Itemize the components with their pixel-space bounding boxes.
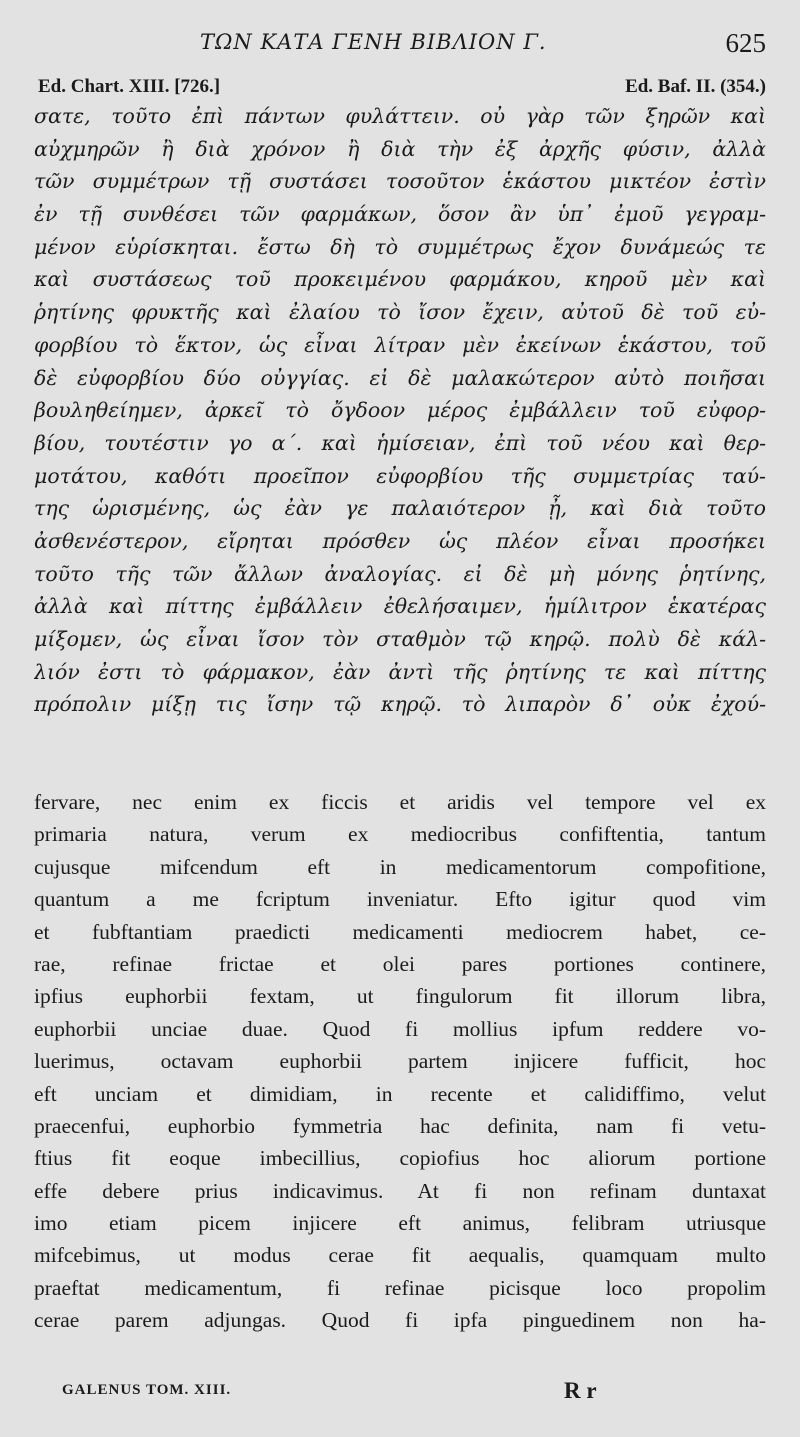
greek-text-line: μοτάτου, καθότι προεῖπον εὐφορβίου τῆς συμμετρίας ταύ- [34,463,766,488]
latin-text-line: praecenfui, euphorbio fymmetria hac definita, nam fi vetu- [34,1113,766,1138]
greek-text-line: ἐν τῇ συνθέσει τῶν φαρμάκων, ὅσον ἂν ὑπ᾿ ἐμοῦ γεγραμ- [34,202,766,227]
latin-text-line: et fubftantiam praedicti medicamenti mediocrem habet, ce- [34,919,766,944]
latin-text-line: rae, refinae frictae et olei pares portiones continere, [34,951,766,976]
latin-text-line: eft unciam et dimidiam, in recente et calidiffimo, velut [34,1081,766,1106]
latin-text-block [34,786,766,1337]
greek-text-line: ῥητίνης φρυκτῆς καὶ ἐλαίου τὸ ἴσον ἔχειν, αὐτοῦ δὲ τοῦ εὐ- [34,300,766,325]
greek-text-line: λιόν ἐστι τὸ φάρμακον, ἐὰν ἀντὶ τῆς ῥητίνης τε καὶ πίττης [34,659,766,684]
greek-text-line: ἀσθενέστερον, εἴρηται πρόσθεν ὡς πλέον εἶναι προσήκει [34,528,766,553]
greek-text-block [34,100,766,721]
running-head [0,28,800,68]
volume-signature: GALENUS TOM. XIII. [62,1382,232,1398]
greek-text-line: μίξομεν, ὡς εἶναι ἴσον τὸν σταθμὸν τῷ κηρῷ. πολὺ δὲ κάλ- [34,627,766,651]
greek-text-line: φορβίου τὸ ἕκτον, ὡς εἶναι λίτραν μὲν ἐκείνων ἑκάστου, τοῦ [34,332,766,357]
greek-text-line: τῶν συμμέτρων τῇ συστάσει τοσοῦτον ἑκάστου μικτέον ἐστὶν [34,169,766,194]
latin-text-line: effe debere prius indicavimus. At fi non refinam duntaxat [34,1178,766,1203]
greek-text-line: μένον εὑρίσκηται. ἔστω δὴ τὸ συμμέτρως ἔχον δυνάμεώς τε [34,234,766,259]
greek-text-line: πρόπολιν μίξῃ τις ἴσην τῷ κηρῷ. τὸ λιπαρὸν δ᾿ οὐκ ἐχού- [34,692,766,717]
latin-text-line: mifcebimus, ut modus cerae fit aequalis, quamquam multo [34,1243,766,1268]
latin-text-line: luerimus, octavam euphorbii partem injicere fufficit, hoc [34,1049,766,1074]
page-number: 625 [725,28,766,58]
greek-text-line: σατε, τοῦτο ἐπὶ πάντων φυλάττειν. οὐ γὰρ τῶν ξηρῶν καὶ [34,104,766,128]
edition-reference-basel: Ed. Baf. II. (354.) [625,76,766,97]
latin-text-line: fervare, nec enim ex ficcis et aridis vel tempore vel ex [34,790,766,814]
greek-text-line: ἀλλὰ καὶ πίττης ἐμβάλλειν ἐθελήσαιμεν, ἡμίλιτρον ἑκατέρας [34,594,766,619]
running-title: ΤΩΝ ΚΑΤΑ ΓΕΝΗ ΒΙΒΛΙΟΝ Γ. [200,30,547,54]
latin-text-line: ipfius euphorbii fextam, ut fingulorum fit illorum libra, [34,984,766,1009]
greek-text-line: δὲ εὐφορβίου δύο οὐγγίας. εἰ δὲ μαλακώτερον αὐτὸ ποιῆσαι [34,365,766,390]
greek-text-line: καὶ συστάσεως τοῦ προκειμένου φαρμάκου, κηροῦ μὲν καὶ [34,267,766,292]
latin-text-line: imo etiam picem injicere eft animus, felibram utriusque [34,1211,766,1236]
latin-text-line: quantum a me fcriptum inveniatur. Efto igitur quod vim [34,887,766,912]
latin-text-line: cujusque mifcendum eft in medicamentorum compofitione, [34,854,766,879]
greek-text-line: αὐχμηρῶν ἢ διὰ χρόνον ἢ διὰ τὴν ἐξ ἀρχῆς φύσιν, ἀλλὰ [34,136,766,161]
greek-text-line: βουληθείημεν, ἀρκεῖ τὸ ὄγδοον μέρος ἐμβάλλειν τοῦ εὐφορ- [34,398,766,423]
greek-text-line: βίου, τουτέστιν γο α΄. καὶ ἡμίσειαν, ἐπὶ τοῦ νέου καὶ θερ- [34,430,766,455]
edition-reference-chartier: Ed. Chart. XIII. [726.] [38,76,221,97]
gathering-mark: R r [564,1378,597,1403]
latin-text-line: praeftat medicamentum, fi refinae picisque loco propolim [34,1275,766,1300]
latin-text-line: euphorbii unciae duae. Quod fi mollius ipfum reddere vo- [34,1016,766,1041]
latin-text-line: ftius fit eoque imbecillius, copiofius hoc aliorum portione [34,1146,766,1171]
latin-text-line: primaria natura, verum ex mediocribus confiftentia, tantum [34,822,766,847]
printer-signature [62,1378,622,1408]
latin-text-line: cerae parem adjungas. Quod fi ipfa pinguedinem non ha- [34,1308,766,1333]
greek-text-line: τοῦτο τῆς τῶν ἄλλων ἀναλογίας. εἰ δὲ μὴ μόνης ῥητίνης, [34,561,766,586]
greek-text-line: της ὡρισμένης, ὡς ἐὰν γε παλαιότερον ᾖ, καὶ διὰ τοῦτο [34,496,766,521]
